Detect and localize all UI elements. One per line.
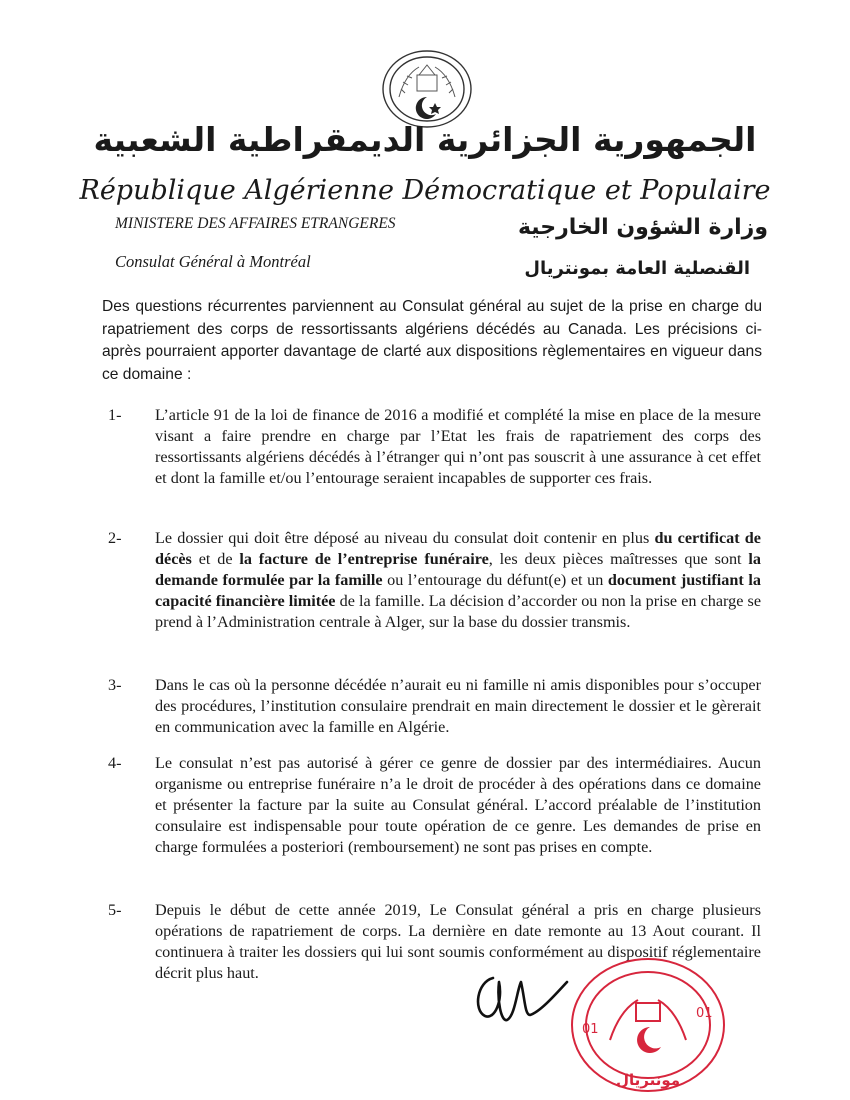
list-item	[108, 753, 761, 858]
french-republic-title: République Algérienne Démocratique et Populaire	[79, 175, 771, 206]
state-emblem-icon	[375, 45, 480, 130]
ministry-name-fr: MINISTERE DES AFFAIRES ETRANGERES	[115, 215, 396, 232]
intro-paragraph: Des questions récurrentes parviennent au Consulat général au sujet de la prise en charge du rapatriement des corps de ressortissants algériens décédés au Canada. Les précisions ci-après pourraient apporter davantage de clarté aux dispositions règlementaires en vigueur dans ce domaine :	[102, 298, 762, 383]
list-item-number: 1-	[108, 406, 122, 424]
consulate-stamp-icon	[560, 955, 730, 1095]
stamp-city: مونتريال	[615, 1071, 681, 1089]
list-item-text: Depuis le début de cette année 2019, Le Consulat général a pris en charge plusieurs opérations de rapatriement de corps. La dernière en date remonte au 13 Aout courant. Il continuera à traiter les dossiers qui lui sont soumis conformément au dispositif réglementaire décrit plus haut.	[155, 901, 761, 982]
stamp-number-right: 01	[696, 1006, 713, 1021]
bold-run: la demande formulée par la famille	[155, 550, 761, 589]
list-item-text: Dans le cas où la personne décédée n’aurait eu ni famille ni amis disponibles pour s’occuper des procédures, l’institution consulaire prendrait en main directement le dossier et le gèrerait en communication avec la famille en Algérie.	[155, 676, 761, 736]
list-item-text: L’article 91 de la loi de finance de 2016 a modifié et complété la mise en place de la mesure visant a faire prendre en charge par l’Etat les frais de rapatriement des corps des ressortissants algériens décédés à l’étranger qui n’ont pas souscrit à une assurance à cet effet et dont la famille et/ou l’entourage seraient incapables de supporter ces frais.	[155, 406, 761, 487]
bold-run: la facture de l’entreprise funéraire	[239, 550, 489, 568]
list-item-number: 3-	[108, 676, 122, 694]
list-item-number: 5-	[108, 901, 122, 919]
text-run: Le dossier qui doit être déposé au niveau du consulat doit contenir en plus	[155, 529, 655, 547]
list-item-number: 4-	[108, 754, 122, 772]
bold-run: du certificat de décès	[155, 529, 761, 568]
bold-run: document justifiant la capacité financière limitée	[155, 571, 761, 610]
ministry-name-ar: وزارة الشؤون الخارجية	[517, 215, 768, 240]
list-item-text	[155, 528, 761, 633]
arabic-republic-title: الجمهورية الجزائرية الديمقراطية الشعبية	[93, 120, 757, 159]
list-item-number: 2-	[108, 529, 122, 547]
text-run: de la famille. La décision d’accorder ou non la prise en charge se prend à l’Administration centrale à Alger, sur la base du dossier transmis.	[155, 592, 761, 631]
list-item	[108, 675, 761, 738]
text-run: , les deux pièces maîtresses que sont	[488, 550, 749, 568]
signature-icon	[455, 960, 570, 1030]
consulate-name-ar: القنصلية العامة بمونتريال	[524, 258, 750, 279]
list-item	[108, 528, 761, 633]
stamp-number-left: 01	[582, 1022, 599, 1037]
consulate-name-fr: Consulat Général à Montréal	[115, 252, 311, 271]
list-item	[108, 405, 761, 489]
text-run: ou l’entourage du défunt(e) et un	[382, 571, 608, 589]
text-run: et de	[191, 550, 240, 568]
list-item-text: Le consulat n’est pas autorisé à gérer ce genre de dossier par des intermédiaires. Aucun organisme ou entreprise funéraire n’a le droit de procéder à des opérations dans ce domaine et présenter la facture par la suite au Consulat général. L’accord préalable de l’institution consulaire est indispensable pour toute opération de ce genre. Les demandes de prise en charge formulées a posteriori (remboursement) ne sont pas prises en compte.	[155, 754, 761, 856]
